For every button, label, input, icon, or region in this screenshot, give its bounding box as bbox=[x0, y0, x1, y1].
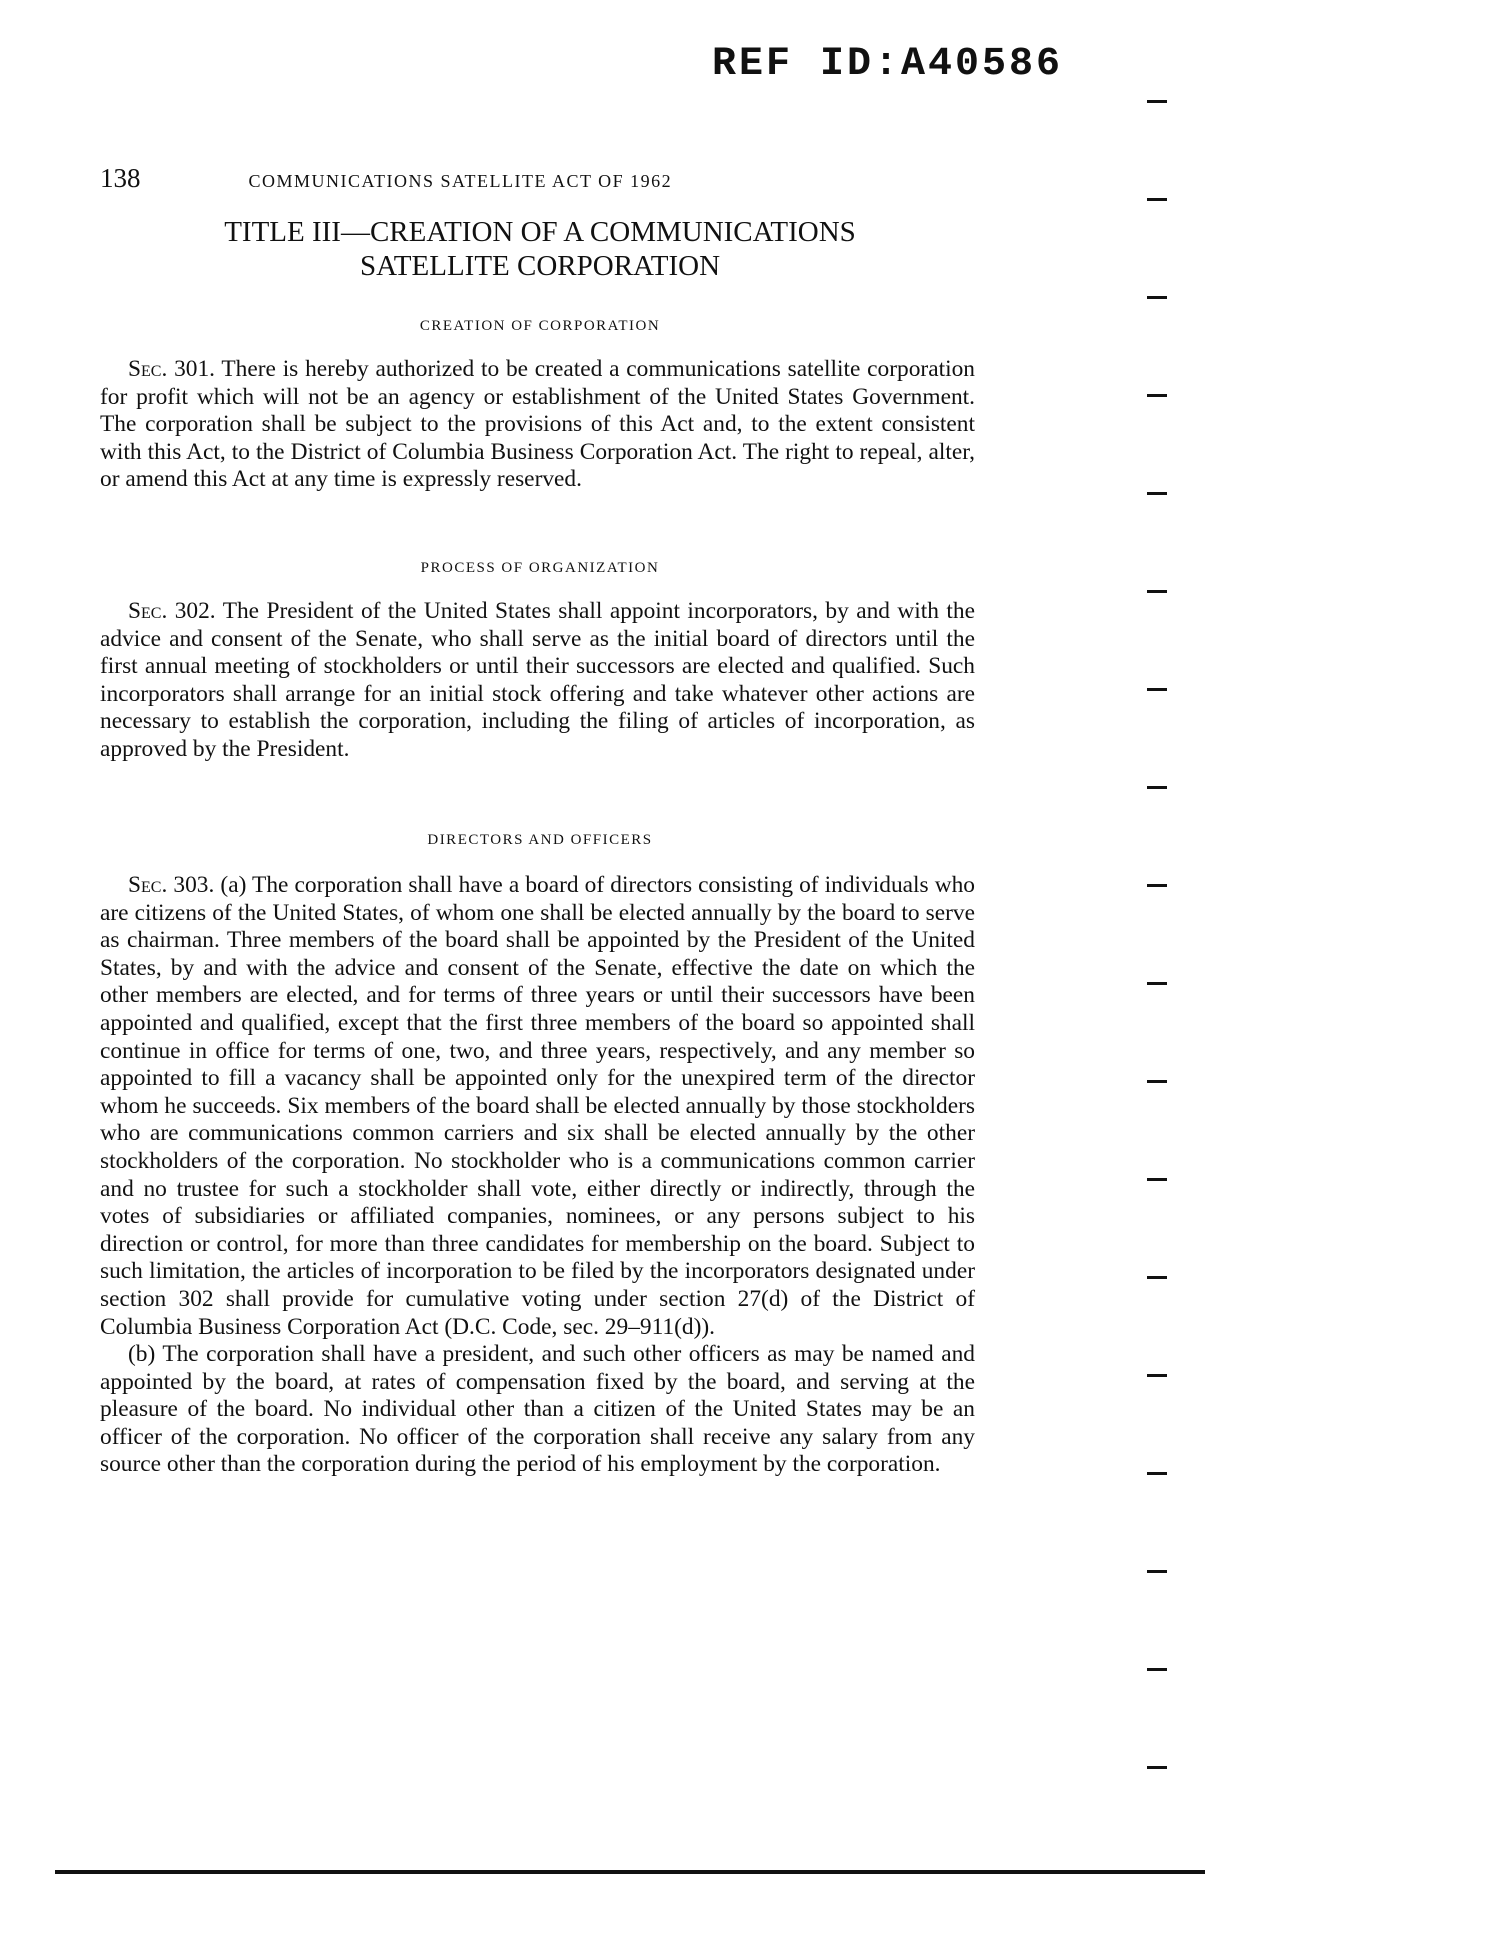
section-303-subsection-b: (b) The corporation shall have a president, and such other officers as may be named and appointed by the board, at rates of compensation fixed by the board, and serving at the pleasure of the board. No individual other than a citizen of the United States may be an officer of the corporation. No officer of the corporation shall receive any salary from any source other than the corporation during the period of his employment by the corporation. bbox=[100, 1341, 975, 1478]
margin-tick-mark bbox=[1147, 492, 1167, 495]
section-302-text: The President of the United States shall appoint incorporators, by and with the advice and consent of the Senate, who shall serve as the initial board of directors until the first annual meeting of stockholders or until their successors are elected and qualified. Such incorporators shall arrange for an initial stock offering and take whatever other actions are necessary to establish the corporation, including the filing of articles of incorporation, as approved by the President. bbox=[100, 598, 975, 762]
margin-tick-mark bbox=[1147, 982, 1167, 985]
margin-tick-mark bbox=[1147, 786, 1167, 789]
margin-tick-mark bbox=[1147, 1374, 1167, 1377]
bottom-rule bbox=[55, 1870, 1205, 1874]
page-number: 138 bbox=[100, 163, 141, 193]
margin-tick-mark bbox=[1147, 1080, 1167, 1083]
margin-tick-mark bbox=[1147, 198, 1167, 201]
margin-tick-mark bbox=[1147, 394, 1167, 397]
title-line-1: TITLE III—CREATION OF A COMMUNICATIONS bbox=[224, 216, 856, 248]
margin-tick-mark bbox=[1147, 100, 1167, 103]
margin-tick-mark bbox=[1147, 1766, 1167, 1769]
margin-tick-mark bbox=[1147, 1276, 1167, 1279]
section-301-text: There is hereby authorized to be created a communications satellite corporation for profit which will not be an agency or establishment of the United States Government. The corporation shall be subject to the provisions of this Act and, to the extent consistent with this Act, to the District of Columbia Business Corporation Act. The right to repeal, alter, or amend this Act at any time is expressly reserved. bbox=[100, 356, 975, 493]
margin-tick-mark bbox=[1147, 884, 1167, 887]
margin-tick-mark bbox=[1147, 1178, 1167, 1181]
margin-tick-mark bbox=[1147, 1668, 1167, 1671]
margin-tick-mark bbox=[1147, 1472, 1167, 1475]
section-302-body bbox=[100, 598, 975, 764]
section-301-body bbox=[100, 356, 975, 494]
act-title: COMMUNICATIONS SATELLITE ACT OF 1962 bbox=[248, 171, 673, 191]
reference-id: REF ID:A40586 bbox=[712, 42, 1064, 87]
margin-tick-mark bbox=[1147, 1570, 1167, 1573]
section-302-heading: PROCESS OF ORGANIZATION bbox=[420, 560, 660, 576]
section-303-heading: DIRECTORS AND OFFICERS bbox=[427, 832, 653, 848]
section-301-heading: CREATION OF CORPORATION bbox=[419, 318, 661, 334]
section-303-label: Sec. 303. bbox=[128, 872, 215, 898]
running-header bbox=[100, 163, 820, 194]
section-302-label: Sec. 302. bbox=[128, 598, 216, 624]
title-line-2: SATELLITE CORPORATION bbox=[359, 250, 721, 282]
margin-tick-mark bbox=[1147, 296, 1167, 299]
title-heading bbox=[100, 215, 980, 283]
margin-tick-mark bbox=[1147, 590, 1167, 593]
margin-tick-mark bbox=[1147, 688, 1167, 691]
section-303-body bbox=[100, 872, 975, 1479]
section-301-label: Sec. 301. bbox=[128, 356, 216, 382]
section-303-subsection-a: (a) The corporation shall have a board of directors consisting of individuals who are citizens of the United States, of whom one shall be elected annually by the board to serve as chairman. Three members of the board shall be appointed by the President of the United States, by and with the advice and consent of the Senate, effective the date on which the other members are elected, and for terms of three years or until their successors have been appointed and qualified, except that the first three members of the board so appointed shall continue in office for terms of one, two, and three years, respectively, and any member so appointed to fill a vacancy shall be appointed only for the unexpired term of the director whom he succeeds. Six members of the board shall be elected annually by those stockholders who are communications common carriers and six shall be elected annually by the other stockholders of the corporation. No stockholder who is a communications common carrier and no trustee for such a stockholder shall vote, either directly or indirectly, through the votes of subsidiaries or affiliated companies, nominees, or any persons subject to his direction or control, for more than three candidates for membership on the board. Subject to such limitation, the articles of incorporation to be filed by the incorporators designated under section 302 shall provide for cumulative voting under section 27(d) of the District of Columbia Business Corporation Act (D.C. Code, sec. 29–911(d)). bbox=[100, 872, 975, 1340]
